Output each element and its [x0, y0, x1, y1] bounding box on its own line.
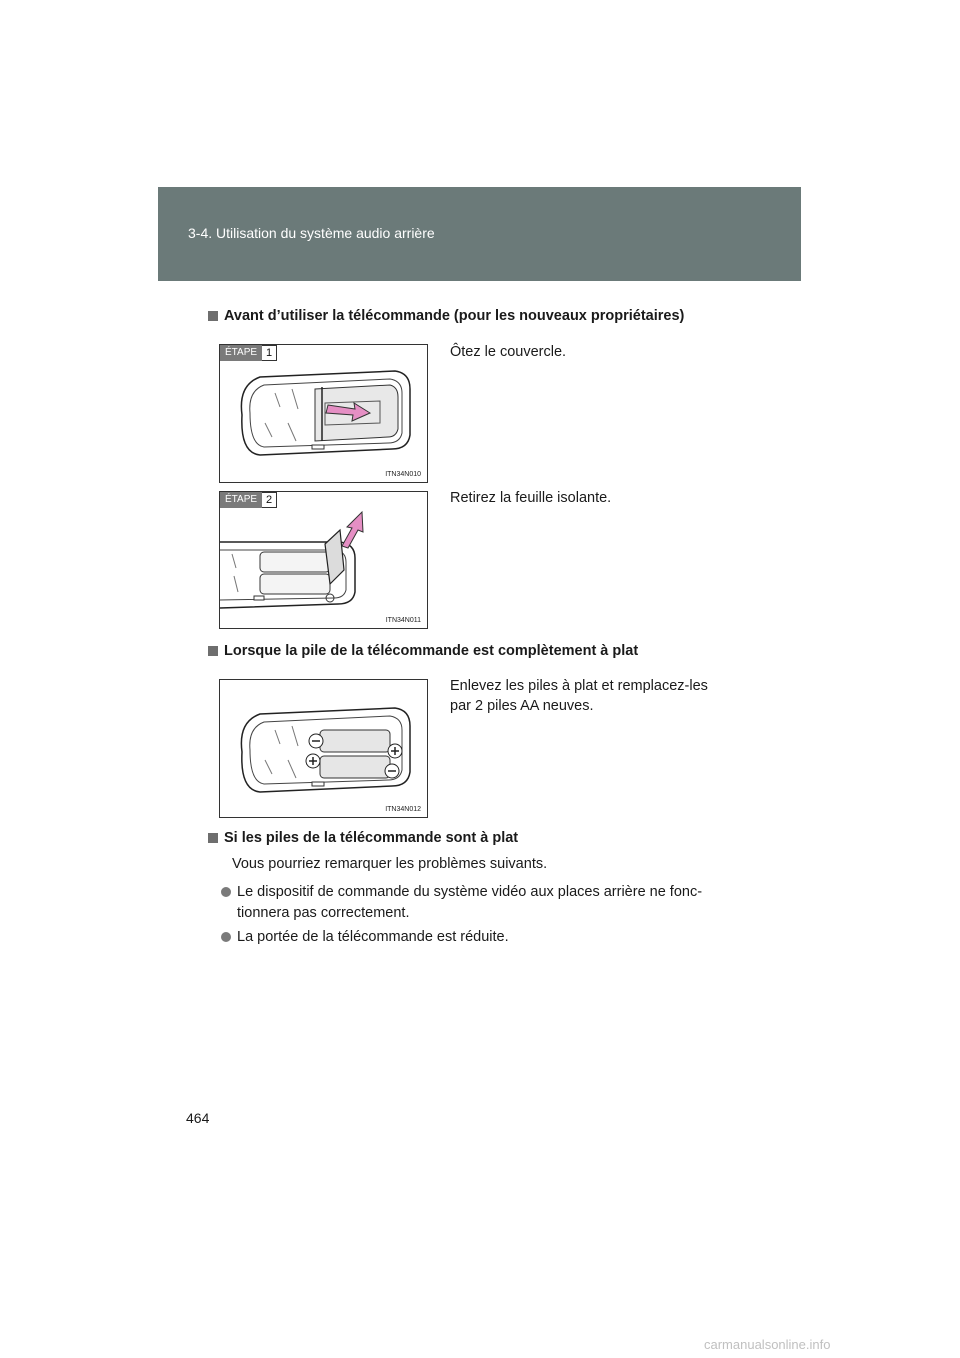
remote-cover-illustration	[220, 345, 427, 482]
figure-replace-batteries	[219, 679, 428, 818]
bullet-dot-icon	[221, 887, 231, 897]
step-number: 2	[262, 492, 277, 508]
step-1-instruction: Ôtez le couvercle.	[450, 344, 567, 360]
figure-code: ITN34N012	[385, 806, 421, 813]
square-bullet-icon	[208, 833, 218, 843]
bullet-dot-icon	[221, 932, 231, 942]
step-2-instruction: Retirez la feuille isolante.	[450, 490, 612, 506]
remote-batteries-illustration	[220, 680, 427, 817]
replace-instruction-line-2: par 2 piles AA neuves.	[450, 698, 594, 714]
symptom-item	[221, 882, 741, 924]
step-word: ÉTAPE	[220, 345, 262, 361]
symptom-text-line-1: Le dispositif de commande du système vidéo aux places arrière ne fonc-	[237, 884, 703, 900]
step-word: ÉTAPE	[220, 492, 262, 508]
symptoms-intro: Vous pourriez remarquer les problèmes suivants.	[232, 856, 548, 872]
chapter-header	[158, 187, 801, 281]
section-heading-text: Si les piles de la télécommande sont à plat	[224, 830, 519, 846]
chapter-title: 3-4. Utilisation du système audio arrière	[188, 225, 435, 241]
section-heading-batteries-low	[208, 830, 518, 846]
section-heading-before-use	[208, 308, 684, 324]
symptom-text	[237, 882, 702, 924]
section-heading-text: Lorsque la pile de la télécommande est complètement à plat	[224, 643, 639, 659]
step-badge	[220, 345, 277, 361]
watermark: carmanualsonline.info	[704, 1337, 831, 1352]
symptom-text: La portée de la télécommande est réduite.	[237, 929, 509, 945]
figure-code: ITN34N010	[385, 471, 421, 478]
replace-instruction-line-1: Enlevez les piles à plat et remplacez-les	[450, 678, 708, 694]
square-bullet-icon	[208, 311, 218, 321]
figure-step-1	[219, 344, 428, 483]
page-number: 464	[186, 1110, 210, 1126]
figure-code: ITN34N011	[385, 617, 421, 624]
step-badge	[220, 492, 277, 508]
section-heading-battery-flat	[208, 643, 638, 659]
section-heading-text: Avant d’utiliser la télécommande (pour les nouveaux propriétaires)	[224, 308, 685, 324]
symptom-item	[221, 927, 741, 948]
symptom-text-line-2: tionnera pas correctement.	[237, 905, 410, 921]
figure-step-2	[219, 491, 428, 629]
step-number: 1	[262, 345, 277, 361]
remote-insulating-sheet-illustration	[220, 492, 427, 628]
square-bullet-icon	[208, 646, 218, 656]
